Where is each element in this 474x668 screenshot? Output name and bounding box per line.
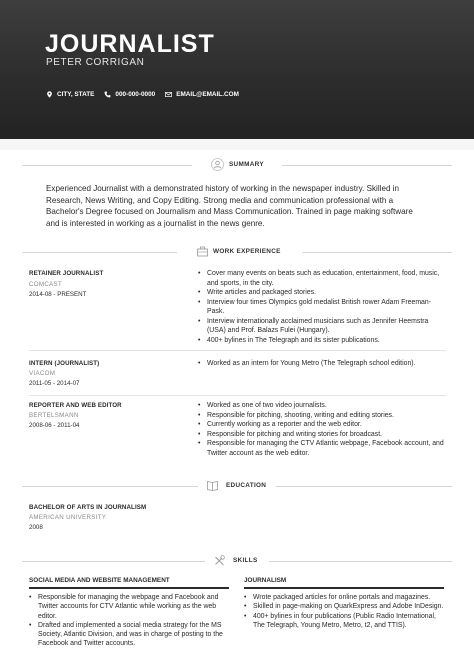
- resume-header: [0, 0, 474, 139]
- list-item: • Skilled in page-making on QuarkExpress and Adobe InDesign.: [244, 602, 444, 611]
- section-title-skills: SKILLS: [233, 557, 258, 564]
- skill-bullets: [244, 593, 444, 630]
- heading-rule: [22, 252, 177, 253]
- user-icon: [211, 158, 224, 171]
- graduation-year: 2008: [29, 524, 43, 531]
- skill-name: SOCIAL MEDIA AND WEBSITE MANAGEMENT: [29, 577, 170, 584]
- list-item: • Write articles and packaged stories.: [198, 288, 446, 298]
- list-item: • Worked as one of two video journalists.: [198, 401, 446, 411]
- skill-bullets: [29, 593, 229, 649]
- list-item: • Interview internationally acclaimed musicians such as Jennifer Heemstra (USA) and Prof. Balazs Fulei (Hungary).: [198, 317, 446, 336]
- skill-level-fill: [244, 587, 444, 589]
- location-text: CITY, STATE: [57, 91, 95, 98]
- phone-icon: [104, 91, 111, 98]
- resume-title: JOURNALIST: [45, 30, 215, 58]
- map-pin-icon: [46, 91, 53, 98]
- phone-text: 000-000-0000: [115, 91, 156, 98]
- heading-rule: [282, 165, 452, 166]
- job-company: VIACOM: [29, 370, 56, 377]
- heading-rule: [302, 252, 452, 253]
- work-heading: [22, 245, 452, 259]
- book-icon: [206, 479, 219, 492]
- job-title: RETAINER JOURNALIST: [29, 270, 104, 277]
- contact-location: [46, 91, 94, 98]
- job-company: BERTELSMANN: [29, 412, 79, 419]
- job-dates: 2008-06 - 2011-04: [29, 422, 80, 429]
- job-divider: [29, 350, 446, 351]
- section-title-work: WORK EXPERIENCE: [213, 248, 281, 255]
- school-name: AMERICAN UNIVERSITY: [29, 514, 107, 521]
- heading-rule: [22, 486, 198, 487]
- list-item: • Responsible for managing the CTV Atlantic webpage, Facebook account, and Twitter account as the web editor.: [198, 439, 446, 458]
- heading-rule: [276, 486, 452, 487]
- list-item: • Currently working as a reporter and the web editor.: [198, 420, 446, 430]
- list-item: • Wrote packaged articles for online portals and magazines.: [244, 593, 444, 602]
- tools-icon: [213, 554, 226, 567]
- contact-row: [46, 91, 249, 98]
- list-item: • Responsible for pitching, shooting, writing and editing stories.: [198, 411, 446, 421]
- job-dates: 2011-05 - 2014-07: [29, 380, 80, 387]
- list-item: • 400+ bylines in four publications (Public Radio International, The Telegraph, Young Metro, Metro, t2, and TTIS).: [244, 612, 444, 631]
- skill-level-bar: [244, 587, 444, 589]
- list-item: • Responsible for pitching and writing stories for broadcast.: [198, 430, 446, 440]
- email-text: EMAIL@EMAIL.COM: [176, 91, 239, 98]
- summary-heading: [22, 158, 452, 172]
- contact-email: [165, 91, 239, 98]
- briefcase-icon: [196, 245, 209, 258]
- job-bullets: [198, 269, 446, 345]
- heading-rule: [22, 165, 192, 166]
- job-title: INTERN (JOURNALIST): [29, 360, 100, 367]
- skill-name: JOURNALISM: [244, 577, 287, 584]
- skill-level-bar: [29, 587, 229, 589]
- section-title-education: EDUCATION: [226, 482, 267, 489]
- list-item: • Drafted and implemented a social media strategy for the MS Society, Atlantic Division, and was in charge of posting to the Facebook and Twitter accounts.: [29, 621, 229, 649]
- list-item: • Interview four times Olympics gold medalist British rower Adam Freeman-Pask.: [198, 298, 446, 317]
- envelope-icon: [165, 91, 172, 98]
- job-bullets: [198, 401, 446, 458]
- list-item: • 400+ bylines in The Telegraph and its sister publications.: [198, 336, 446, 346]
- header-band: [0, 139, 474, 150]
- summary-text: Experienced Journalist with a demonstrated history of working in the newspaper industry. Skilled in Research, News Writing, and Copy Editing. Strong media and communication professional with a Bachelor's Degree focused on Journalism and Mass Communication. Trained in page making software and is interested in working as a journalist in the news genre.: [46, 184, 413, 228]
- list-item: • Cover many events on beats such as education, entertainment, food, music, and sports, in the city.: [198, 269, 446, 288]
- job-dates: 2014-08 - PRESENT: [29, 291, 87, 298]
- heading-rule: [269, 561, 452, 562]
- heading-rule: [22, 561, 205, 562]
- person-name: PETER CORRIGAN: [46, 57, 145, 68]
- education-heading: [22, 479, 452, 493]
- contact-phone: [104, 91, 155, 98]
- job-bullets: [198, 359, 446, 369]
- job-title: REPORTER AND WEB EDITOR: [29, 402, 122, 409]
- job-company: COMCAST: [29, 281, 63, 288]
- job-divider: [29, 395, 446, 396]
- section-title-summary: SUMMARY: [229, 161, 264, 168]
- degree-title: BACHELOR OF ARTS IN JOURNALISM: [29, 504, 147, 511]
- skills-heading: [22, 554, 452, 568]
- list-item: • Responsible for managing the webpage and Facebook and Twitter accounts for CTV Atlantic while working as the web editor.: [29, 593, 229, 621]
- list-item: • Worked as an intern for Young Metro (The Telegraph school edition).: [198, 359, 446, 369]
- skill-level-fill: [29, 587, 229, 589]
